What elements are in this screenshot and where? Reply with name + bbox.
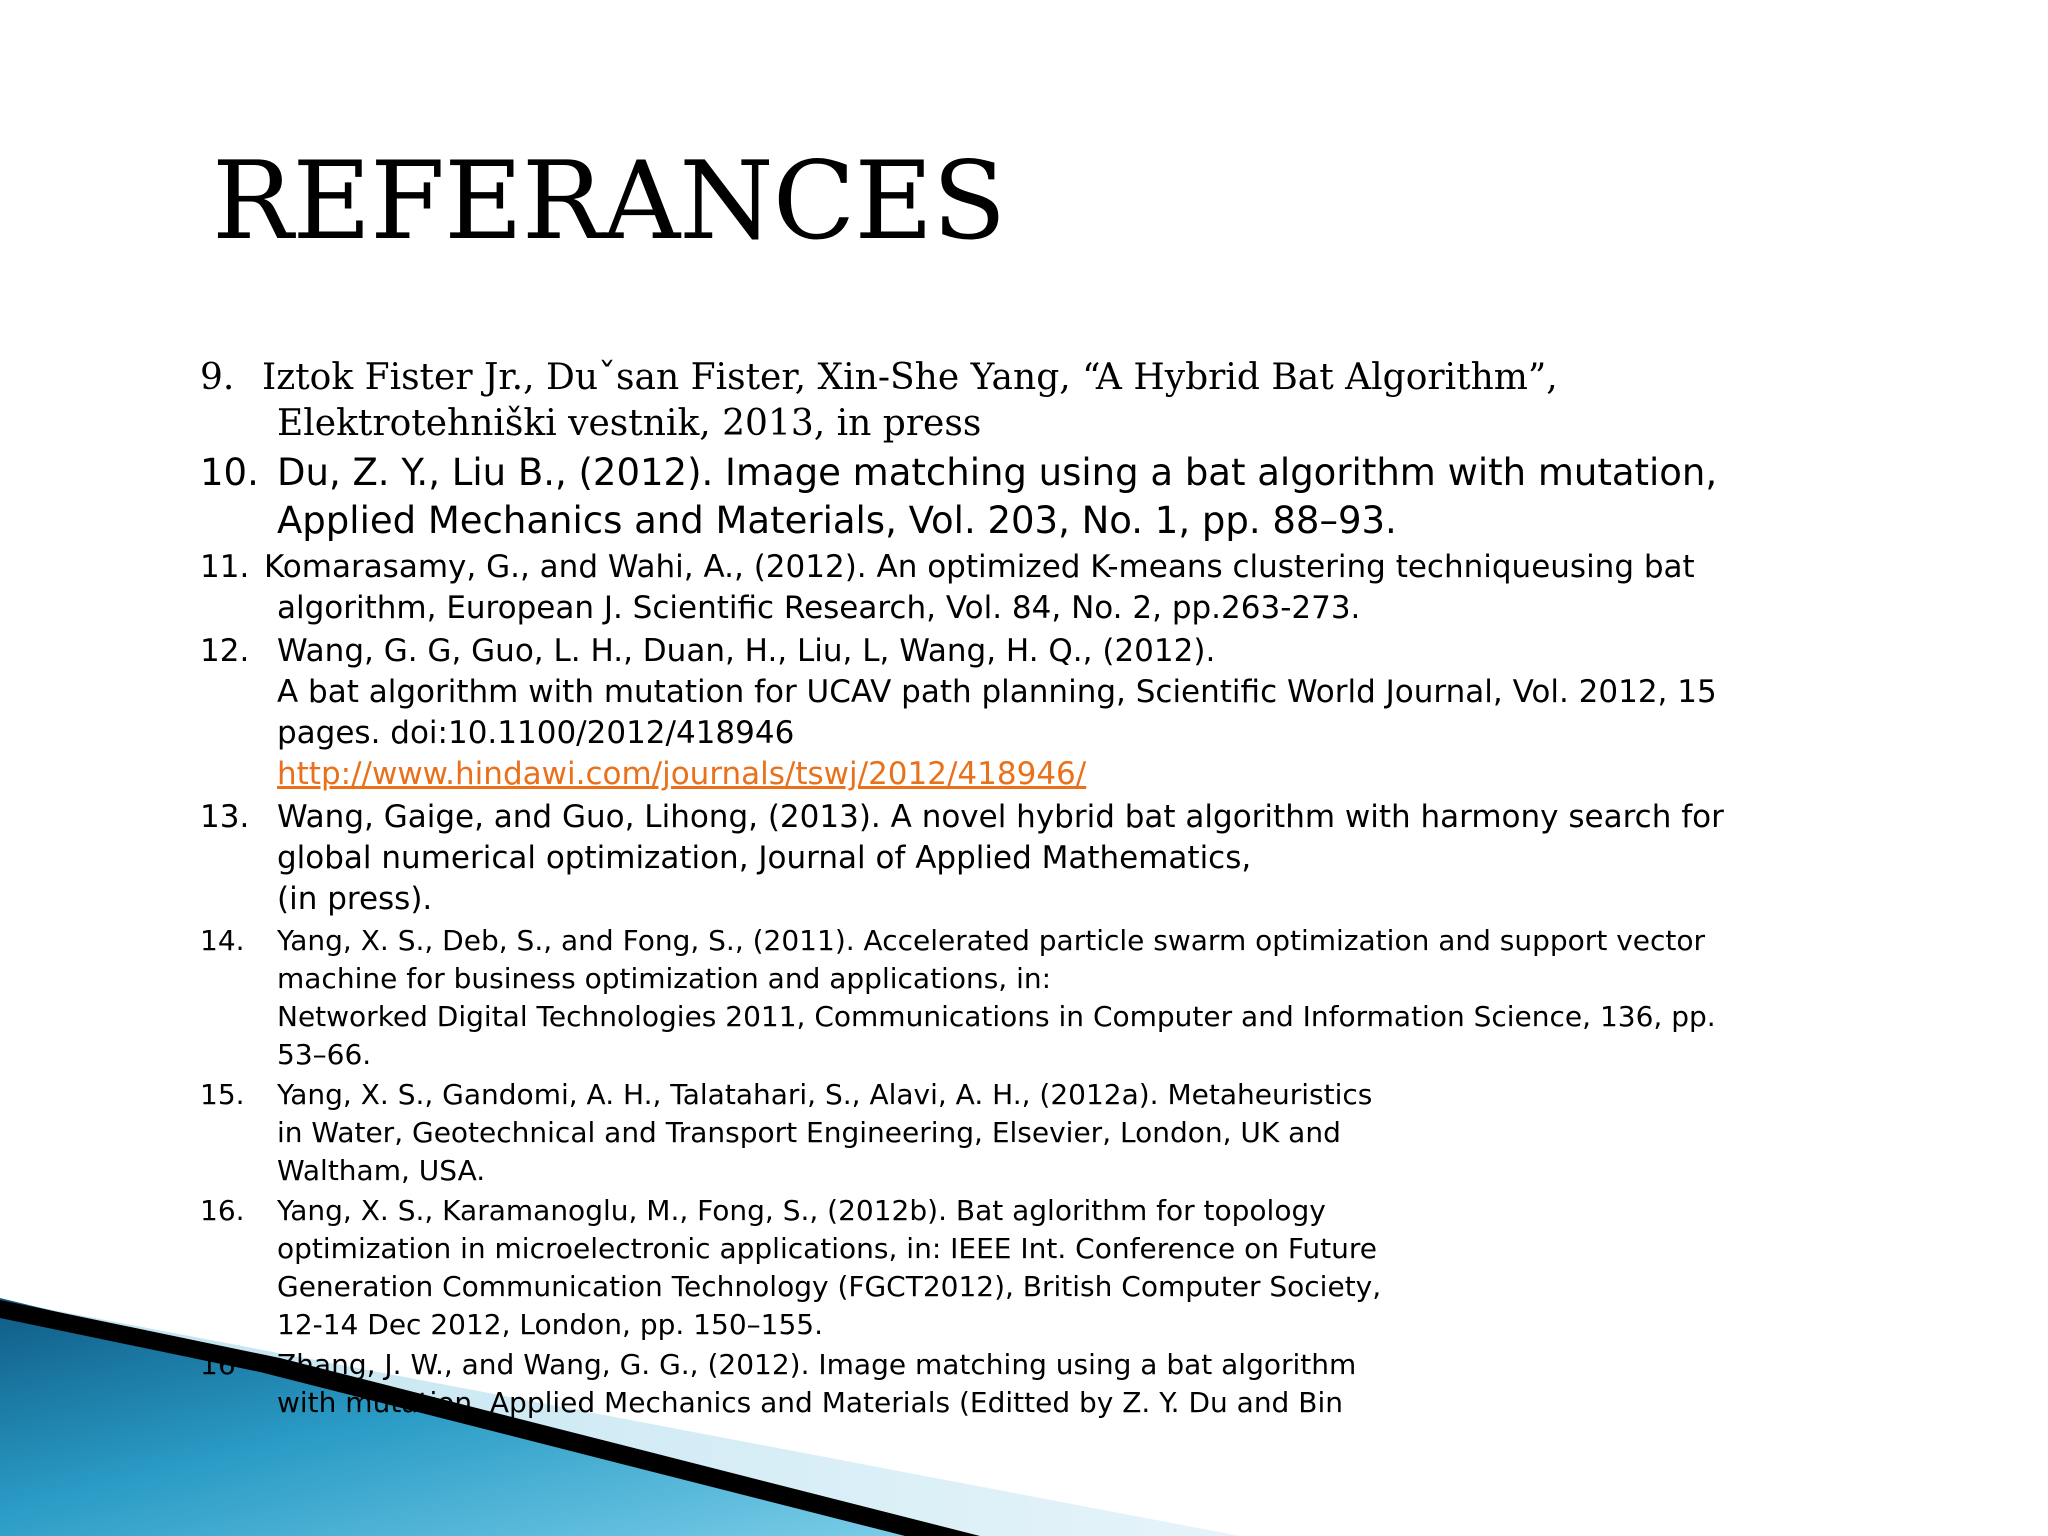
reference-line: 10. Du, Z. Y., Liu B., (2012). Image matching using a bat algorithm with mutation, — [200, 449, 1880, 497]
reference-line: 16. Yang, X. S., Karamanoglu, M., Fong, S., (2012b). Bat aglorithm for topology — [200, 1192, 1880, 1230]
reference-line: Waltham, USA. — [277, 1154, 486, 1187]
reference-line: 13. Wang, Gaige, and Guo, Lihong, (2013). A novel hybrid bat algorithm with harmony search for — [200, 797, 1880, 838]
reference-line: (in press). — [277, 881, 433, 917]
reference-line: Networked Digital Technologies 2011, Communications in Computer and Information Science, 136, pp. — [277, 1000, 1716, 1033]
reference-line: in Water, Geotechnical and Transport Engineering, Elsevier, London, UK and — [277, 1116, 1341, 1149]
reference-item — [200, 631, 1880, 795]
reference-item — [200, 922, 1880, 1074]
reference-item — [200, 1076, 1880, 1190]
reference-line: 14. Yang, X. S., Deb, S., and Fong, S., (2011). Accelerated particle swarm optimization and support vector — [200, 922, 1880, 960]
reference-line: algorithm, European J. Scientific Research, Vol. 84, No. 2, pp.263-273. — [277, 590, 1361, 626]
reference-number: 10. — [200, 451, 259, 494]
reference-line: Applied Mechanics and Materials, Vol. 203, No. 1, pp. 88–93. — [277, 499, 1397, 542]
reference-link[interactable]: http://www.hindawi.com/journals/tswj/2012/418946/ — [277, 756, 1087, 792]
reference-line: Generation Communication Technology (FGCT2012), British Computer Society, — [277, 1270, 1382, 1303]
reference-number: 12. — [200, 633, 250, 669]
reference-line: global numerical optimization, Journal of Applied Mathematics, — [277, 840, 1252, 876]
reference-line: A bat algorithm with mutation for UCAV path planning, Scientific World Journal, Vol. 2012, 15 — [277, 674, 1717, 710]
reference-item — [200, 797, 1880, 920]
reference-line: optimization in microelectronic applications, in: IEEE Int. Conference on Future — [277, 1232, 1378, 1265]
reference-number: 13. — [200, 799, 250, 835]
reference-item — [200, 355, 1880, 447]
reference-line: 9. Iztok Fister Jr., Duˇsan Fister, Xin-She Yang, “A Hybrid Bat Algorithm”, — [200, 355, 1880, 401]
reference-number: 16. — [200, 1194, 245, 1227]
reference-number: 14. — [200, 924, 245, 957]
reference-item — [200, 547, 1880, 629]
slide-title: REFERANCES — [212, 139, 1006, 264]
reference-number: 16 — [200, 1348, 236, 1381]
reference-number: 9. — [200, 357, 235, 398]
reference-line: 15. Yang, X. S., Gandomi, A. H., Talatahari, S., Alavi, A. H., (2012a). Metaheuristics — [200, 1076, 1880, 1114]
reference-line: pages. doi:10.1100/2012/418946 — [277, 715, 795, 751]
reference-item — [200, 449, 1880, 545]
reference-number: 11. — [200, 549, 250, 585]
reference-line: 53–66. — [277, 1038, 372, 1071]
reference-item — [200, 1192, 1880, 1344]
reference-line: with mutation, Applied Mechanics and Materials (Editted by Z. Y. Du and Bin — [277, 1386, 1343, 1419]
reference-item — [200, 1346, 1880, 1422]
reference-line: 16 Zhang, J. W., and Wang, G. G., (2012). Image matching using a bat algorithm — [200, 1346, 1880, 1384]
reference-line: 12-14 Dec 2012, London, pp. 150–155. — [277, 1308, 823, 1341]
reference-line: Elektrotehniški vestnik, 2013, in press — [277, 403, 982, 444]
reference-list — [200, 355, 1880, 1424]
reference-line: 11. Komarasamy, G., and Wahi, A., (2012). An optimized K-means clustering techniqueusing bat — [200, 547, 1880, 588]
reference-line: 12. Wang, G. G, Guo, L. H., Duan, H., Liu, L, Wang, H. Q., (2012). — [200, 631, 1880, 672]
reference-number: 15. — [200, 1078, 245, 1111]
reference-line: machine for business optimization and applications, in: — [277, 962, 1052, 995]
